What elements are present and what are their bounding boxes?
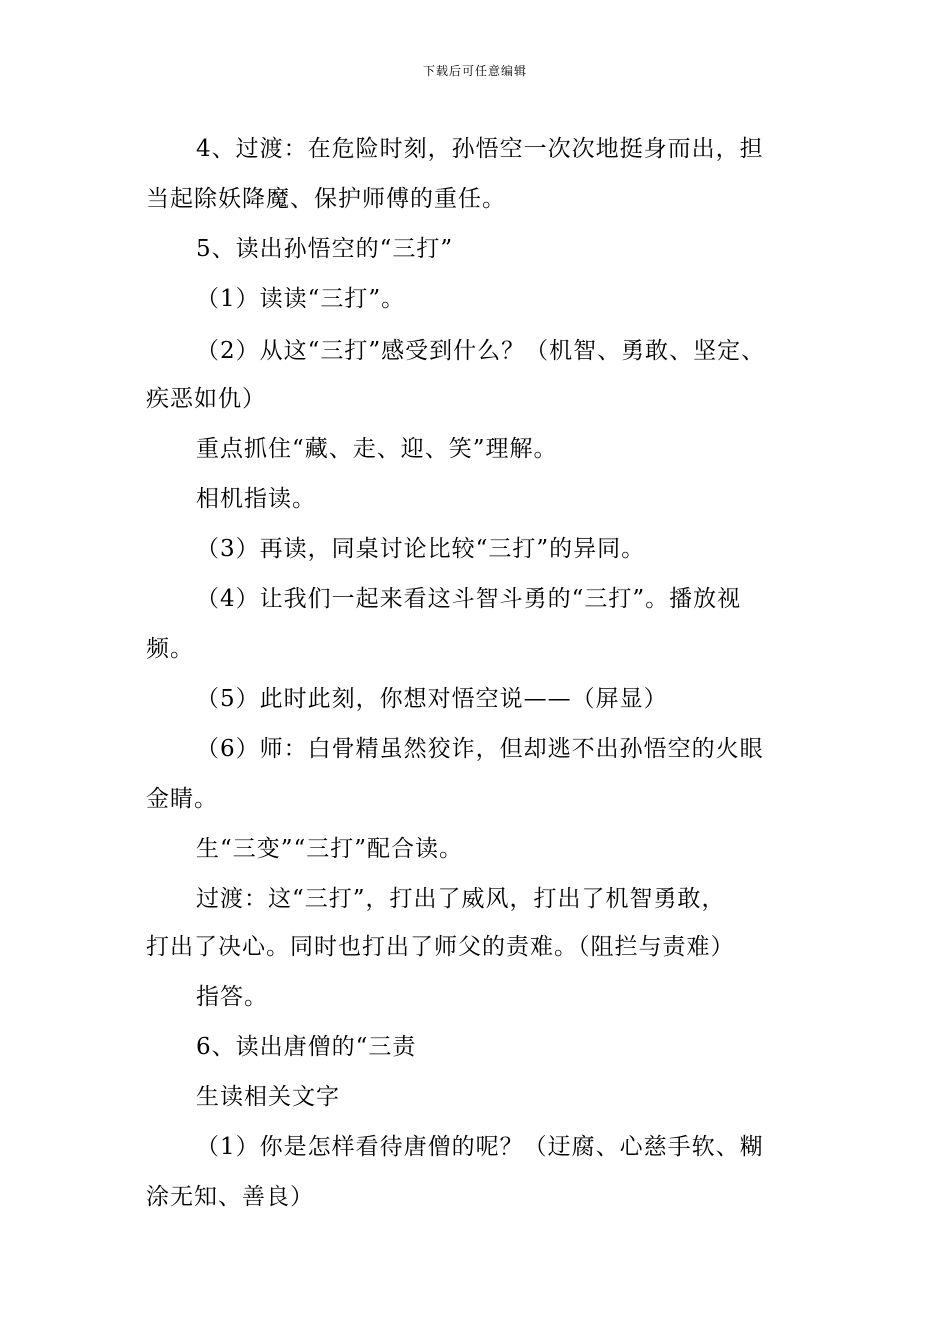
text-line: （4）让我们一起来看这斗智斗勇的“三打”。播放视 [196, 586, 742, 612]
text-line: 涂无知、善良） [146, 1184, 314, 1210]
text-line: （6）师：白骨精虽然狡诈，但却逃不出孙悟空的火眼 [196, 736, 764, 762]
text-line: （1）你是怎样看待唐僧的呢？（迂腐、心慈手软、糊 [196, 1134, 764, 1160]
text-line: 打出了决心。同时也打出了师父的责难。（阻拦与责难） [146, 934, 735, 960]
text-line: 5、读出孙悟空的“三打” [196, 236, 454, 262]
text-line: （2）从这“三打”感受到什么？（机智、勇敢、坚定、 [196, 338, 766, 364]
text-line: （1）读读“三打”。 [196, 286, 406, 312]
text-line: 重点抓住“藏、走、迎、笑”理解。 [196, 436, 558, 462]
text-line: （3）再读，同桌讨论比较“三打”的异同。 [196, 536, 646, 562]
page-header: 下载后可任意编辑 [422, 64, 527, 78]
text-line: 指答。 [196, 984, 268, 1010]
text-line: 生读相关文字 [196, 1084, 340, 1110]
text-line: （5）此时此刻，你想对悟空说——（屏显） [196, 686, 668, 712]
text-line: 频。 [146, 636, 194, 662]
text-line: 金睛。 [146, 786, 218, 812]
text-line: 当起除妖降魔、保护师傅的重任。 [146, 186, 506, 212]
text-line: 4、过渡：在危险时刻，孙悟空一次次地挺身而出，担 [196, 136, 764, 162]
text-line: 相机指读。 [196, 486, 316, 512]
text-line: 疾恶如仇） [146, 386, 266, 412]
text-line: 6、读出唐僧的“三责 [196, 1034, 417, 1060]
text-line: 生“三变”“三打”配合读。 [196, 836, 464, 862]
text-line: 过渡：这“三打”，打出了威风，打出了机智勇敢， [196, 886, 726, 912]
